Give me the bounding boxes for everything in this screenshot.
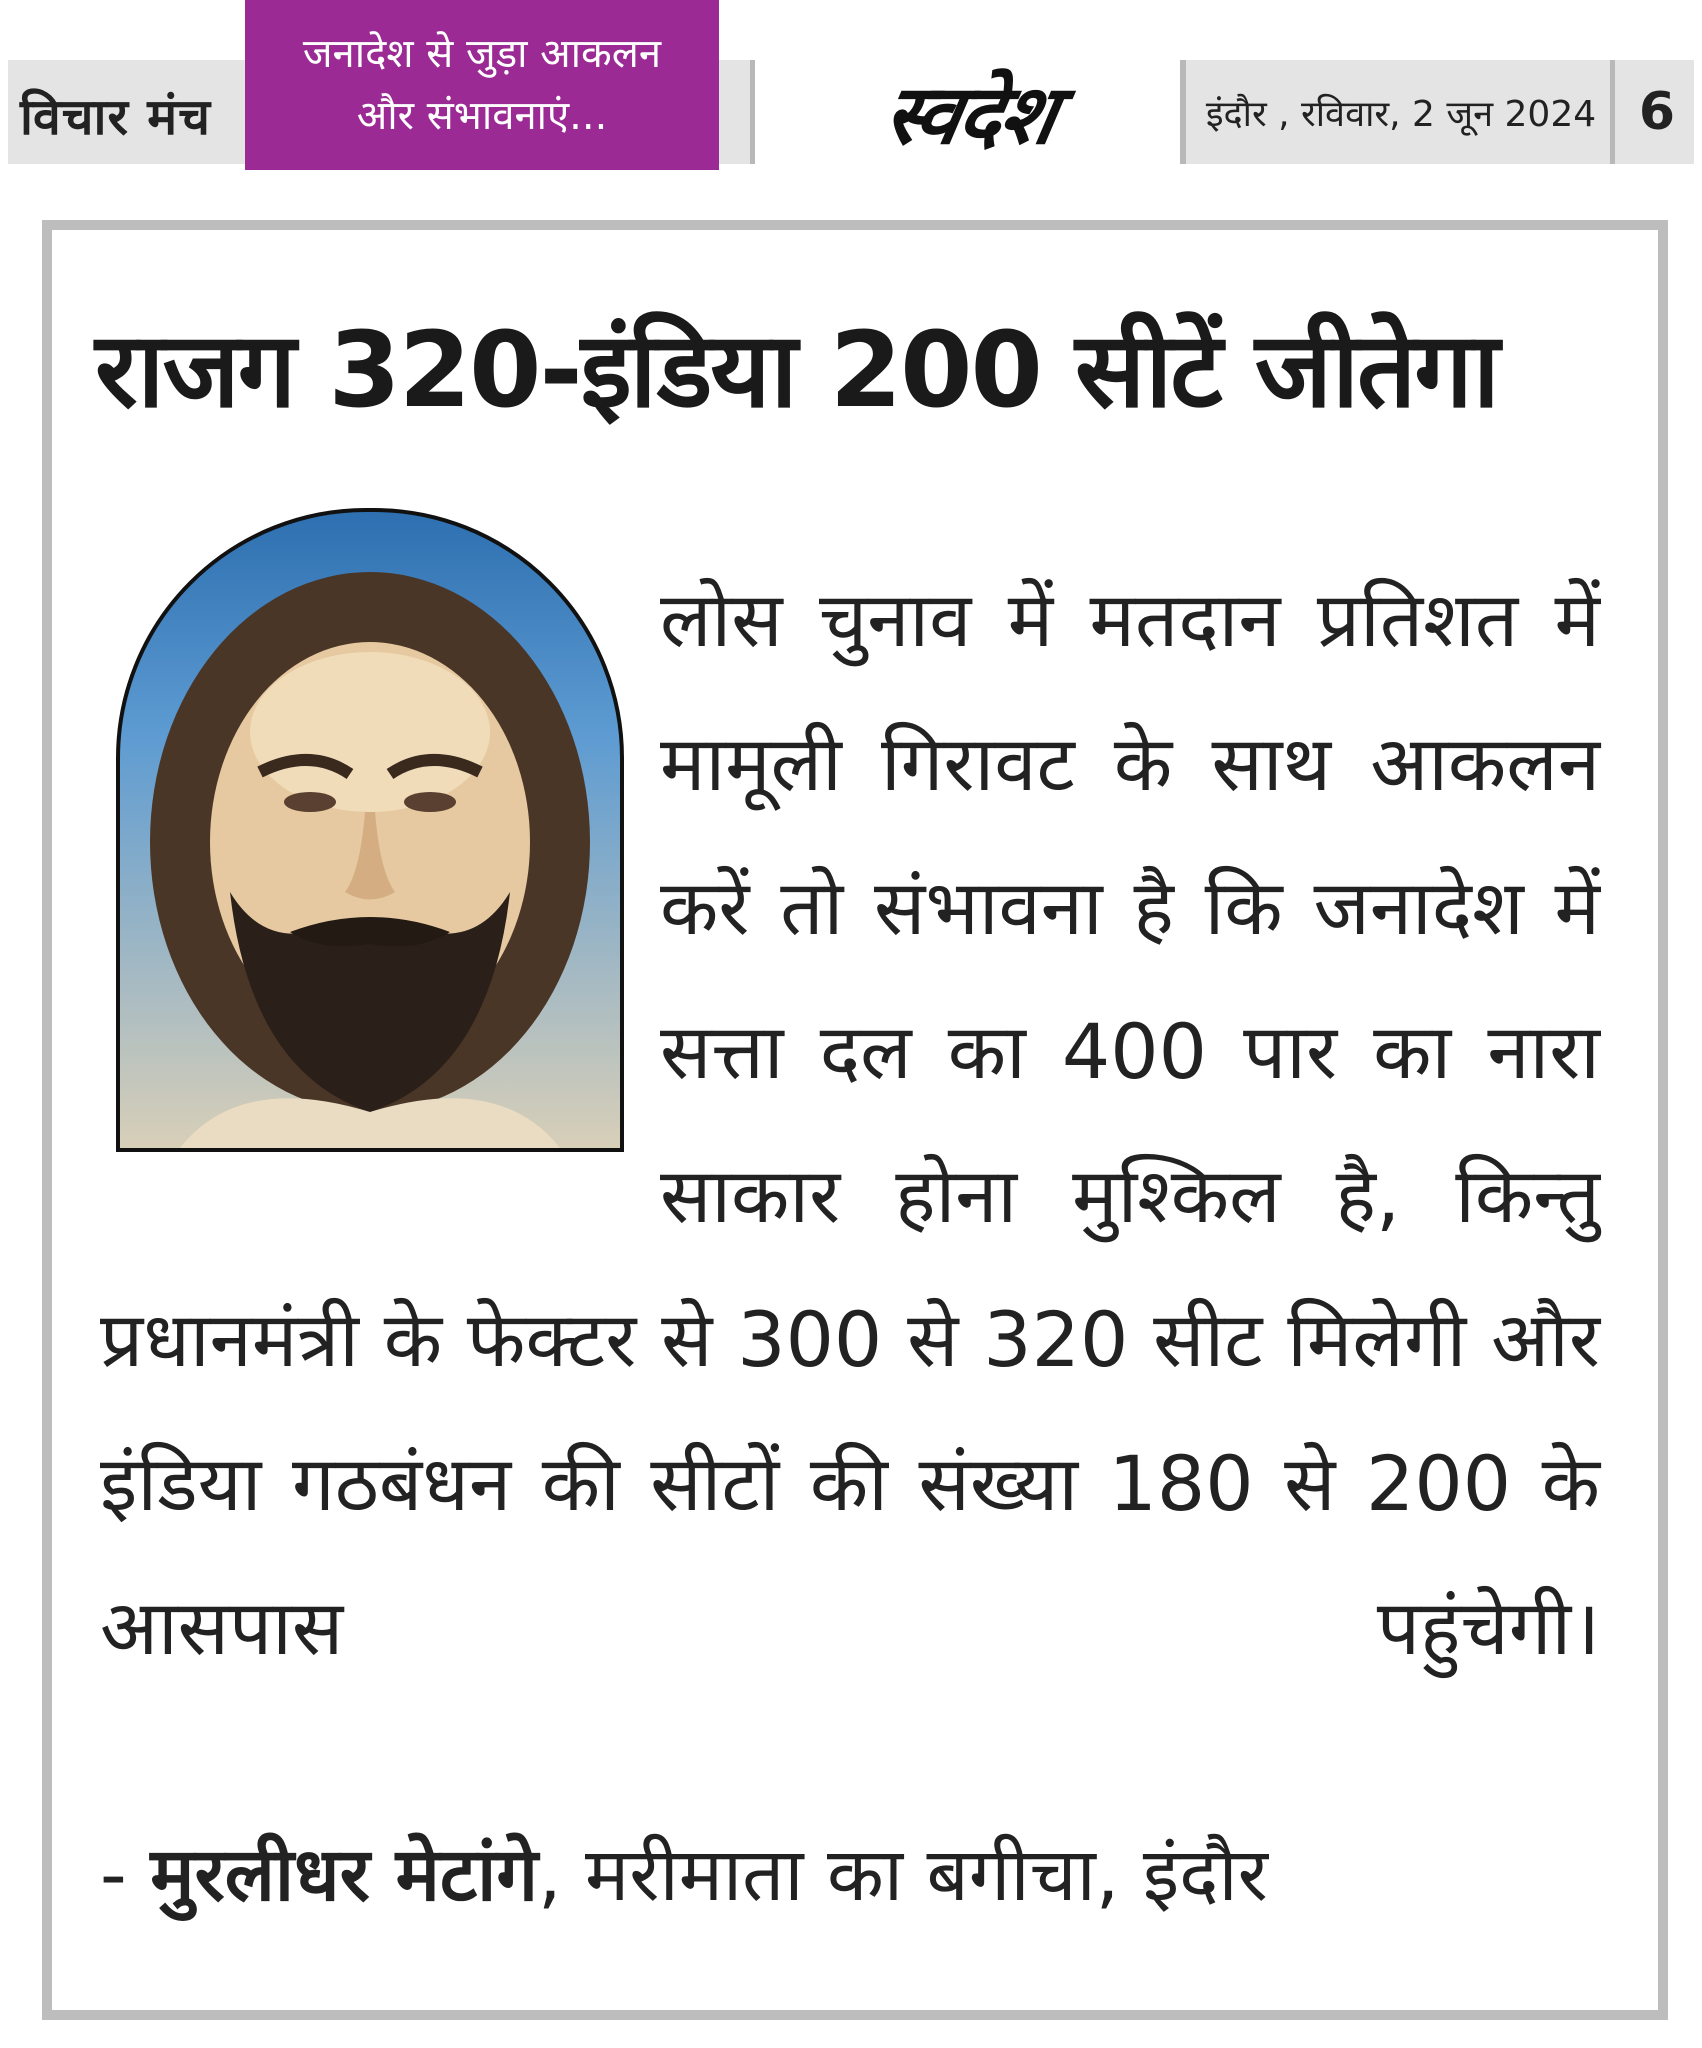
tagline-line-1: जनादेश से जुड़ा आकलन [302, 31, 662, 77]
byline-author: मुरलीधर मेटांगे [150, 1832, 539, 1918]
section-label: विचार मंच [20, 88, 211, 146]
article-body-text: लोस चुनाव में मतदान प्रतिशत में मामूली गिरावट के साथ आकलन करें तो संभावना है कि जनादेश में सत्ता दल का 400 पार का नारा साकार होना मुश्किल है, किन्तु प्रधानमंत्री के फेक्टर से 300 से 320 सीट मिलेगी और इंडिया गठबंधन की सीटों की संख्या 180 से 200 के आसपास पहुंचेगी। [100, 575, 1600, 1672]
byline [100, 1820, 1600, 1930]
tagline-box [245, 0, 719, 170]
tagline-line-2: और संभावनाएं... [356, 93, 608, 139]
byline-dash: - [100, 1832, 151, 1918]
article-body [100, 548, 1600, 1700]
headline: राजग 320-इंडिया 200 सीटें जीतेगा [95, 309, 1498, 431]
page-number: 6 [1610, 60, 1699, 164]
photo-spacer [100, 548, 660, 1178]
masthead-panel [750, 60, 1185, 164]
byline-place: , मरीमाता का बगीचा, इंदौर [538, 1832, 1268, 1918]
masthead-logo: स्वदेश [876, 67, 1063, 163]
dateline: इंदौर , रविवार, 2 जून 2024 [1180, 60, 1616, 164]
